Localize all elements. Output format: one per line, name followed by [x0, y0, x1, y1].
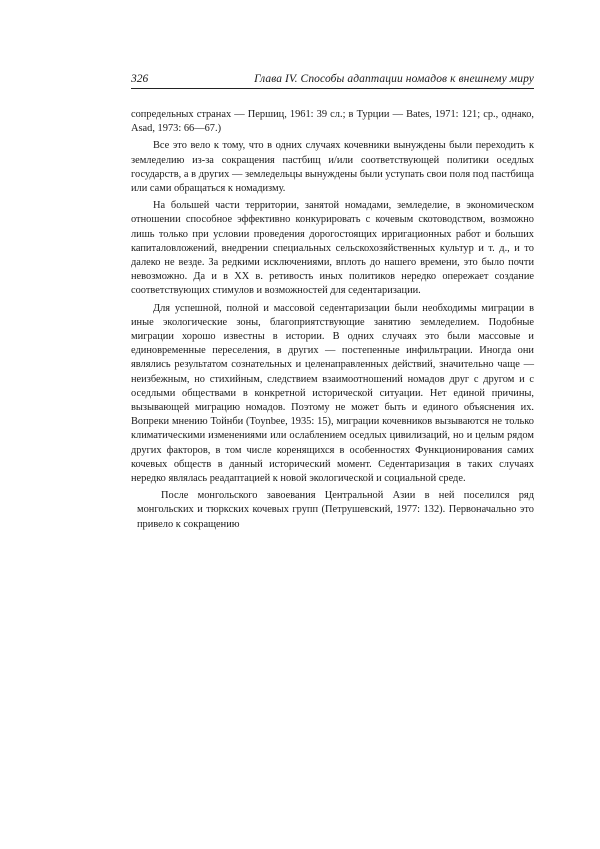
paragraph: Для успешной, полной и массовой седентаризации были необходимы миграции в иные экологические зоны, благоприятствующие занятию земледелием. Подобные миграции хорошо известны в истории. В одних случаях это были массовые и единовременные переселения, в других — постепенные инфильтрации. Иногда они являлись результатом сознательных и целенаправленных действий, значительно чаще — неизбежным, но стихийным, следствием взаимоотношений номадов друг с другом и с оседлыми обществами в конкретной исторической ситуации. Нет единой причины, вызывающей миграцию номадов. Поэтому не может быть и единого объяснения их. Вопреки мнению Тойнби (Toynbee, 1935: 15), миграции кочевников вызываются не только климатическими изменениями или ослаблением оседлых цивилизаций, но и целым рядом других факторов, в том числе коренящихся в особенностях Функционирования самих кочевых обществ в данный исторический момент. Седентаризация в таких случаях нередко являлась реадаптацией к новой экологической и социальной среде. — [131, 302, 534, 485]
chapter-title: Глава IV. Способы адаптации номадов к внешнему миру — [254, 73, 534, 85]
running-header — [131, 72, 534, 89]
page-body — [131, 108, 534, 532]
book-page — [131, 72, 534, 535]
paragraph: После монгольского завоевания Центральной Азии в ней поселился ряд монгольских и тюркских кочевых групп (Петрушевский, 1977: 132). Первоначально это привело к сокращению — [137, 490, 534, 530]
paragraph: Все это вело к тому, что в одних случаях кочевники вынуждены были переходить к земледелию из-за сокращения пастбищ и/или соответствующей политики оседлых государств, а в других — земледельцы вынуждены были уступать свои поля под пастбища или сами обращаться к номадизму. — [131, 140, 534, 195]
paragraph: На большей части территории, занятой номадами, земледелие, в экономическом отношении способное эффективно конкурировать с кочевым скотоводством, возможно лишь только при условии проведения дорогостоящих ирригационных работ и больших капиталовложений, внедрении специальных сельскохозяйственных культур и т. д., и то далеко не везде. За редкими исключениями, вплоть до нашего времени, это было почти невозможно. Да и в XX в. ретивость иных политиков нередко опережает создание соответствующих стимулов и возможностей для седентаризации. — [131, 200, 534, 297]
paragraph-continuation: сопредельных странах — Першиц, 1961: 39 сл.; в Турции — Bates, 1971: 121; ср., однако, Asad, 1973: 66—67.) — [131, 109, 534, 135]
page-number: 326 — [131, 73, 149, 85]
